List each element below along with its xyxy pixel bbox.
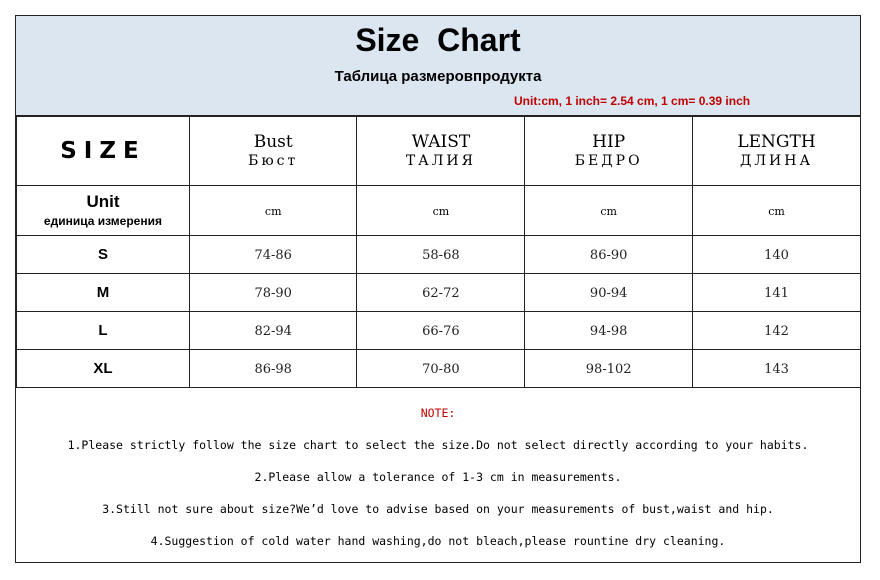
size-header-cell <box>17 117 190 186</box>
unit-row <box>17 186 861 236</box>
column-header-en: Bust <box>253 131 293 152</box>
table-cell <box>189 350 357 388</box>
size-label: S <box>97 245 108 263</box>
cell-value: 62-72 <box>422 285 460 301</box>
column-header-hip <box>525 117 693 186</box>
column-header-bust <box>189 117 357 186</box>
chart-header <box>16 16 860 116</box>
size-label: L <box>98 321 108 339</box>
table-header-row <box>17 117 861 186</box>
unit-cell <box>693 186 861 236</box>
size-cell <box>17 350 190 388</box>
table-cell <box>357 350 525 388</box>
note-item: 2.Please allow a tolerance of 1-3 cm in measurements. <box>254 470 622 484</box>
note-item: 3.Still not sure about size?We’d love to advise based on your measurements of bust,waist and hip. <box>102 502 774 516</box>
size-header-label: SIZE <box>60 138 146 164</box>
cell-value: 141 <box>764 285 789 301</box>
cell-value: 74-86 <box>254 247 292 263</box>
table-cell <box>357 312 525 350</box>
cell-value: 143 <box>764 361 789 377</box>
table-cell <box>693 274 861 312</box>
note-item: 1.Please strictly follow the size chart to select the size.Do not select directly according to your habits. <box>67 438 809 452</box>
cell-value: 140 <box>764 247 789 263</box>
table-cell <box>525 312 693 350</box>
column-header-ru: ДЛИНА <box>739 152 814 169</box>
column-header-waist <box>357 117 525 186</box>
table-row <box>17 350 861 388</box>
table-cell <box>693 350 861 388</box>
unit-label-cell <box>17 186 190 236</box>
table-row <box>17 236 861 274</box>
size-label: XL <box>93 359 113 377</box>
size-cell <box>17 274 190 312</box>
unit-cell <box>525 186 693 236</box>
cell-value: 66-76 <box>422 323 460 339</box>
column-header-length <box>693 117 861 186</box>
notes-title: NOTE: <box>420 406 456 420</box>
cell-value: 98-102 <box>585 361 632 377</box>
cell-value: 70-80 <box>422 361 460 377</box>
table-cell <box>189 312 357 350</box>
column-header-en: WAIST <box>411 131 471 152</box>
table-cell <box>525 350 693 388</box>
table-cell <box>693 236 861 274</box>
cell-value: 58-68 <box>422 247 460 263</box>
unit-conversion-note: Unit:cm, 1 inch= 2.54 cm, 1 cm= 0.39 inch <box>514 94 751 108</box>
table-cell <box>693 312 861 350</box>
cell-value: 82-94 <box>254 323 292 339</box>
table-row <box>17 274 861 312</box>
page-title: Size Chart <box>355 22 521 58</box>
cell-value: 90-94 <box>589 285 628 301</box>
unit-label-en: Unit <box>86 192 120 211</box>
unit-value: cm <box>264 204 282 218</box>
table-cell <box>525 236 693 274</box>
table-cell <box>189 236 357 274</box>
size-cell <box>17 312 190 350</box>
column-header-ru: ТАЛИЯ <box>405 152 476 169</box>
column-header-ru: Бюст <box>248 152 299 169</box>
unit-value: cm <box>600 204 617 218</box>
unit-cell <box>357 186 525 236</box>
size-label: M <box>96 283 110 301</box>
column-header-en: LENGTH <box>737 131 816 152</box>
column-header-en: HIP <box>592 131 626 152</box>
note-item: 4.Suggestion of cold water hand washing,do not bleach,please rountine dry cleaning. <box>150 534 726 548</box>
unit-value: cm <box>768 204 785 218</box>
page-subtitle: Таблица размеровпродукта <box>334 68 542 85</box>
cell-value: 142 <box>764 323 789 339</box>
unit-label-ru: единица измерения <box>43 214 162 228</box>
column-header-ru: БЕДРО <box>574 152 643 169</box>
unit-value: cm <box>432 204 450 218</box>
table-row <box>17 312 861 350</box>
table-cell <box>189 274 357 312</box>
cell-value: 86-98 <box>254 361 292 377</box>
size-cell <box>17 236 190 274</box>
table-cell <box>525 274 693 312</box>
size-chart-frame <box>15 15 861 563</box>
cell-value: 94-98 <box>589 323 628 339</box>
size-table <box>16 116 861 388</box>
unit-cell <box>189 186 357 236</box>
cell-value: 78-90 <box>254 285 292 301</box>
cell-value: 86-90 <box>589 247 628 263</box>
table-cell <box>357 236 525 274</box>
table-cell <box>357 274 525 312</box>
